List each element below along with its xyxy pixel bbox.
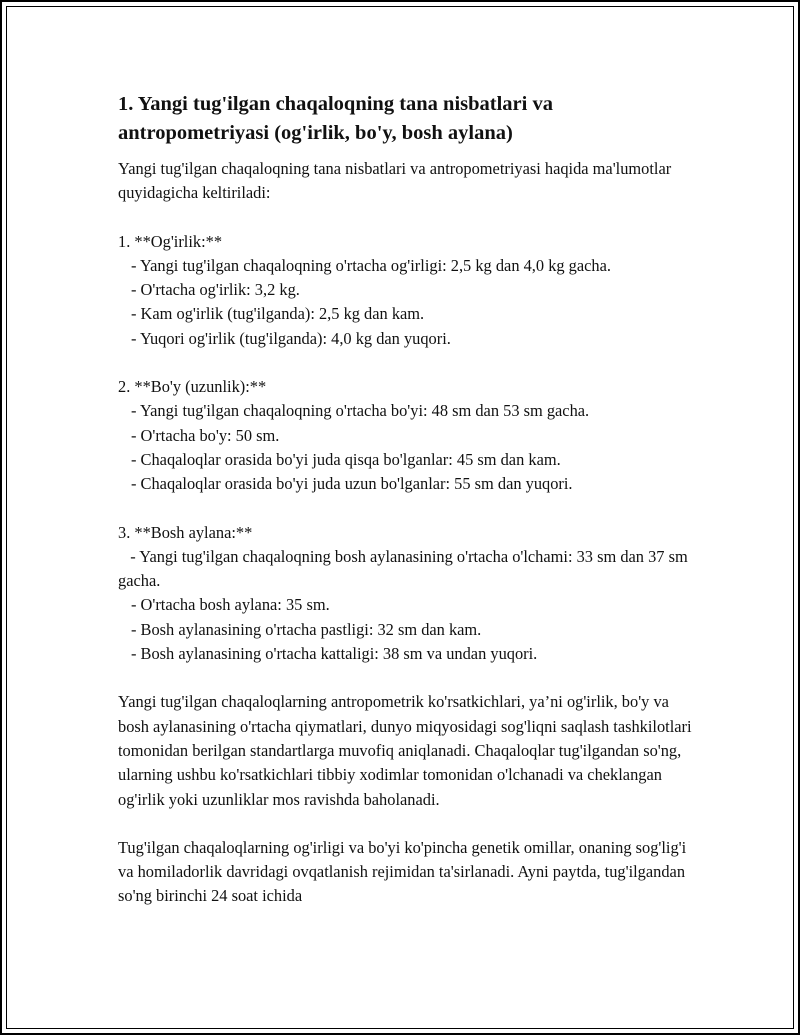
intro-paragraph: Yangi tug'ilgan chaqaloqning tana nisbatlari va antropometriyasi haqida ma'lumotlar quyidagicha keltiriladi: (118, 159, 672, 203)
body-paragraph-2: Tug'ilgan chaqaloqlarning og'irligi va bo'yi ko'pincha genetik omillar, onaning sog'lig'i va homiladorlik davridagi ovqatlanish rejimidan ta'sirlanadi. Ayni paytda, tug'ilgandan so'ng birinchi 24 soat ichida (118, 837, 687, 906)
section-heading-length: 2. **Bo'y (uzunlik):** (118, 377, 267, 397)
section-weight (118, 230, 698, 351)
section-heading-head: 3. **Bosh aylana:** (118, 522, 253, 542)
bullet-length-4: - Chaqaloqlar orasida bo'yi juda uzun bo'lganlar: 55 sm dan yuqori. (131, 474, 573, 494)
document-body (118, 90, 698, 933)
section-heading-weight: 1. **Og'irlik:** (118, 231, 223, 251)
bullet-weight-4: - Yuqori og'irlik (tug'ilganda): 4,0 kg dan yuqori. (131, 328, 451, 348)
section-length (118, 375, 698, 496)
bullet-head-1-text: - Yangi tug'ilgan chaqaloqning bosh aylanasining o'rtacha o'lchami: 33 sm dan 37 sm gacha. (118, 546, 688, 591)
bullet-length-2: - O'rtacha bo'y: 50 sm. (131, 425, 280, 445)
bullet-weight-1: - Yangi tug'ilgan chaqaloqning o'rtacha og'irligi: 2,5 kg dan 4,0 kg gacha. (131, 255, 611, 275)
bullet-head-4: - Bosh aylanasining o'rtacha kattaligi: 38 sm va undan yuqori. (131, 644, 538, 664)
bullet-weight-2: - O'rtacha og'irlik: 3,2 kg. (131, 280, 300, 300)
bullet-length-3: - Chaqaloqlar orasida bo'yi juda qisqa bo'lganlar: 45 sm dan kam. (131, 449, 561, 469)
bullet-head-3: - Bosh aylanasining o'rtacha pastligi: 32 sm dan kam. (131, 619, 482, 639)
body-paragraph-1: Yangi tug'ilgan chaqaloqlarning antropometrik ko'rsatkichlari, ya’ni og'irlik, bo'y va bosh aylanasining o'rtacha qiymatlari, dunyo miqyosidagi sog'liqni saqlash tashkilotlari tomonidan berilgan standartlarga muvofiq aniqlanadi. Chaqaloqlar tug'ilgandan so'ng, ularning ushbu ko'rsatkichlari tibbiy xodimlar tomonidan o'lchanadi va cheklangan og'irlik yoki uzunliklar mos ravishda baholanadi. (118, 692, 692, 809)
bullet-head-2: - O'rtacha bosh aylana: 35 sm. (131, 595, 330, 615)
bullet-head-1 (118, 545, 698, 594)
document-title: 1. Yangi tug'ilgan chaqaloqning tana nisbatlari va antropometriyasi (og'irlik, bo'y, bosh aylana) (118, 93, 553, 144)
bullet-length-1: - Yangi tug'ilgan chaqaloqning o'rtacha bo'yi: 48 sm dan 53 sm gacha. (131, 401, 590, 421)
bullet-weight-3: - Kam og'irlik (tug'ilganda): 2,5 kg dan kam. (131, 304, 425, 324)
section-head-circumference (118, 521, 698, 667)
